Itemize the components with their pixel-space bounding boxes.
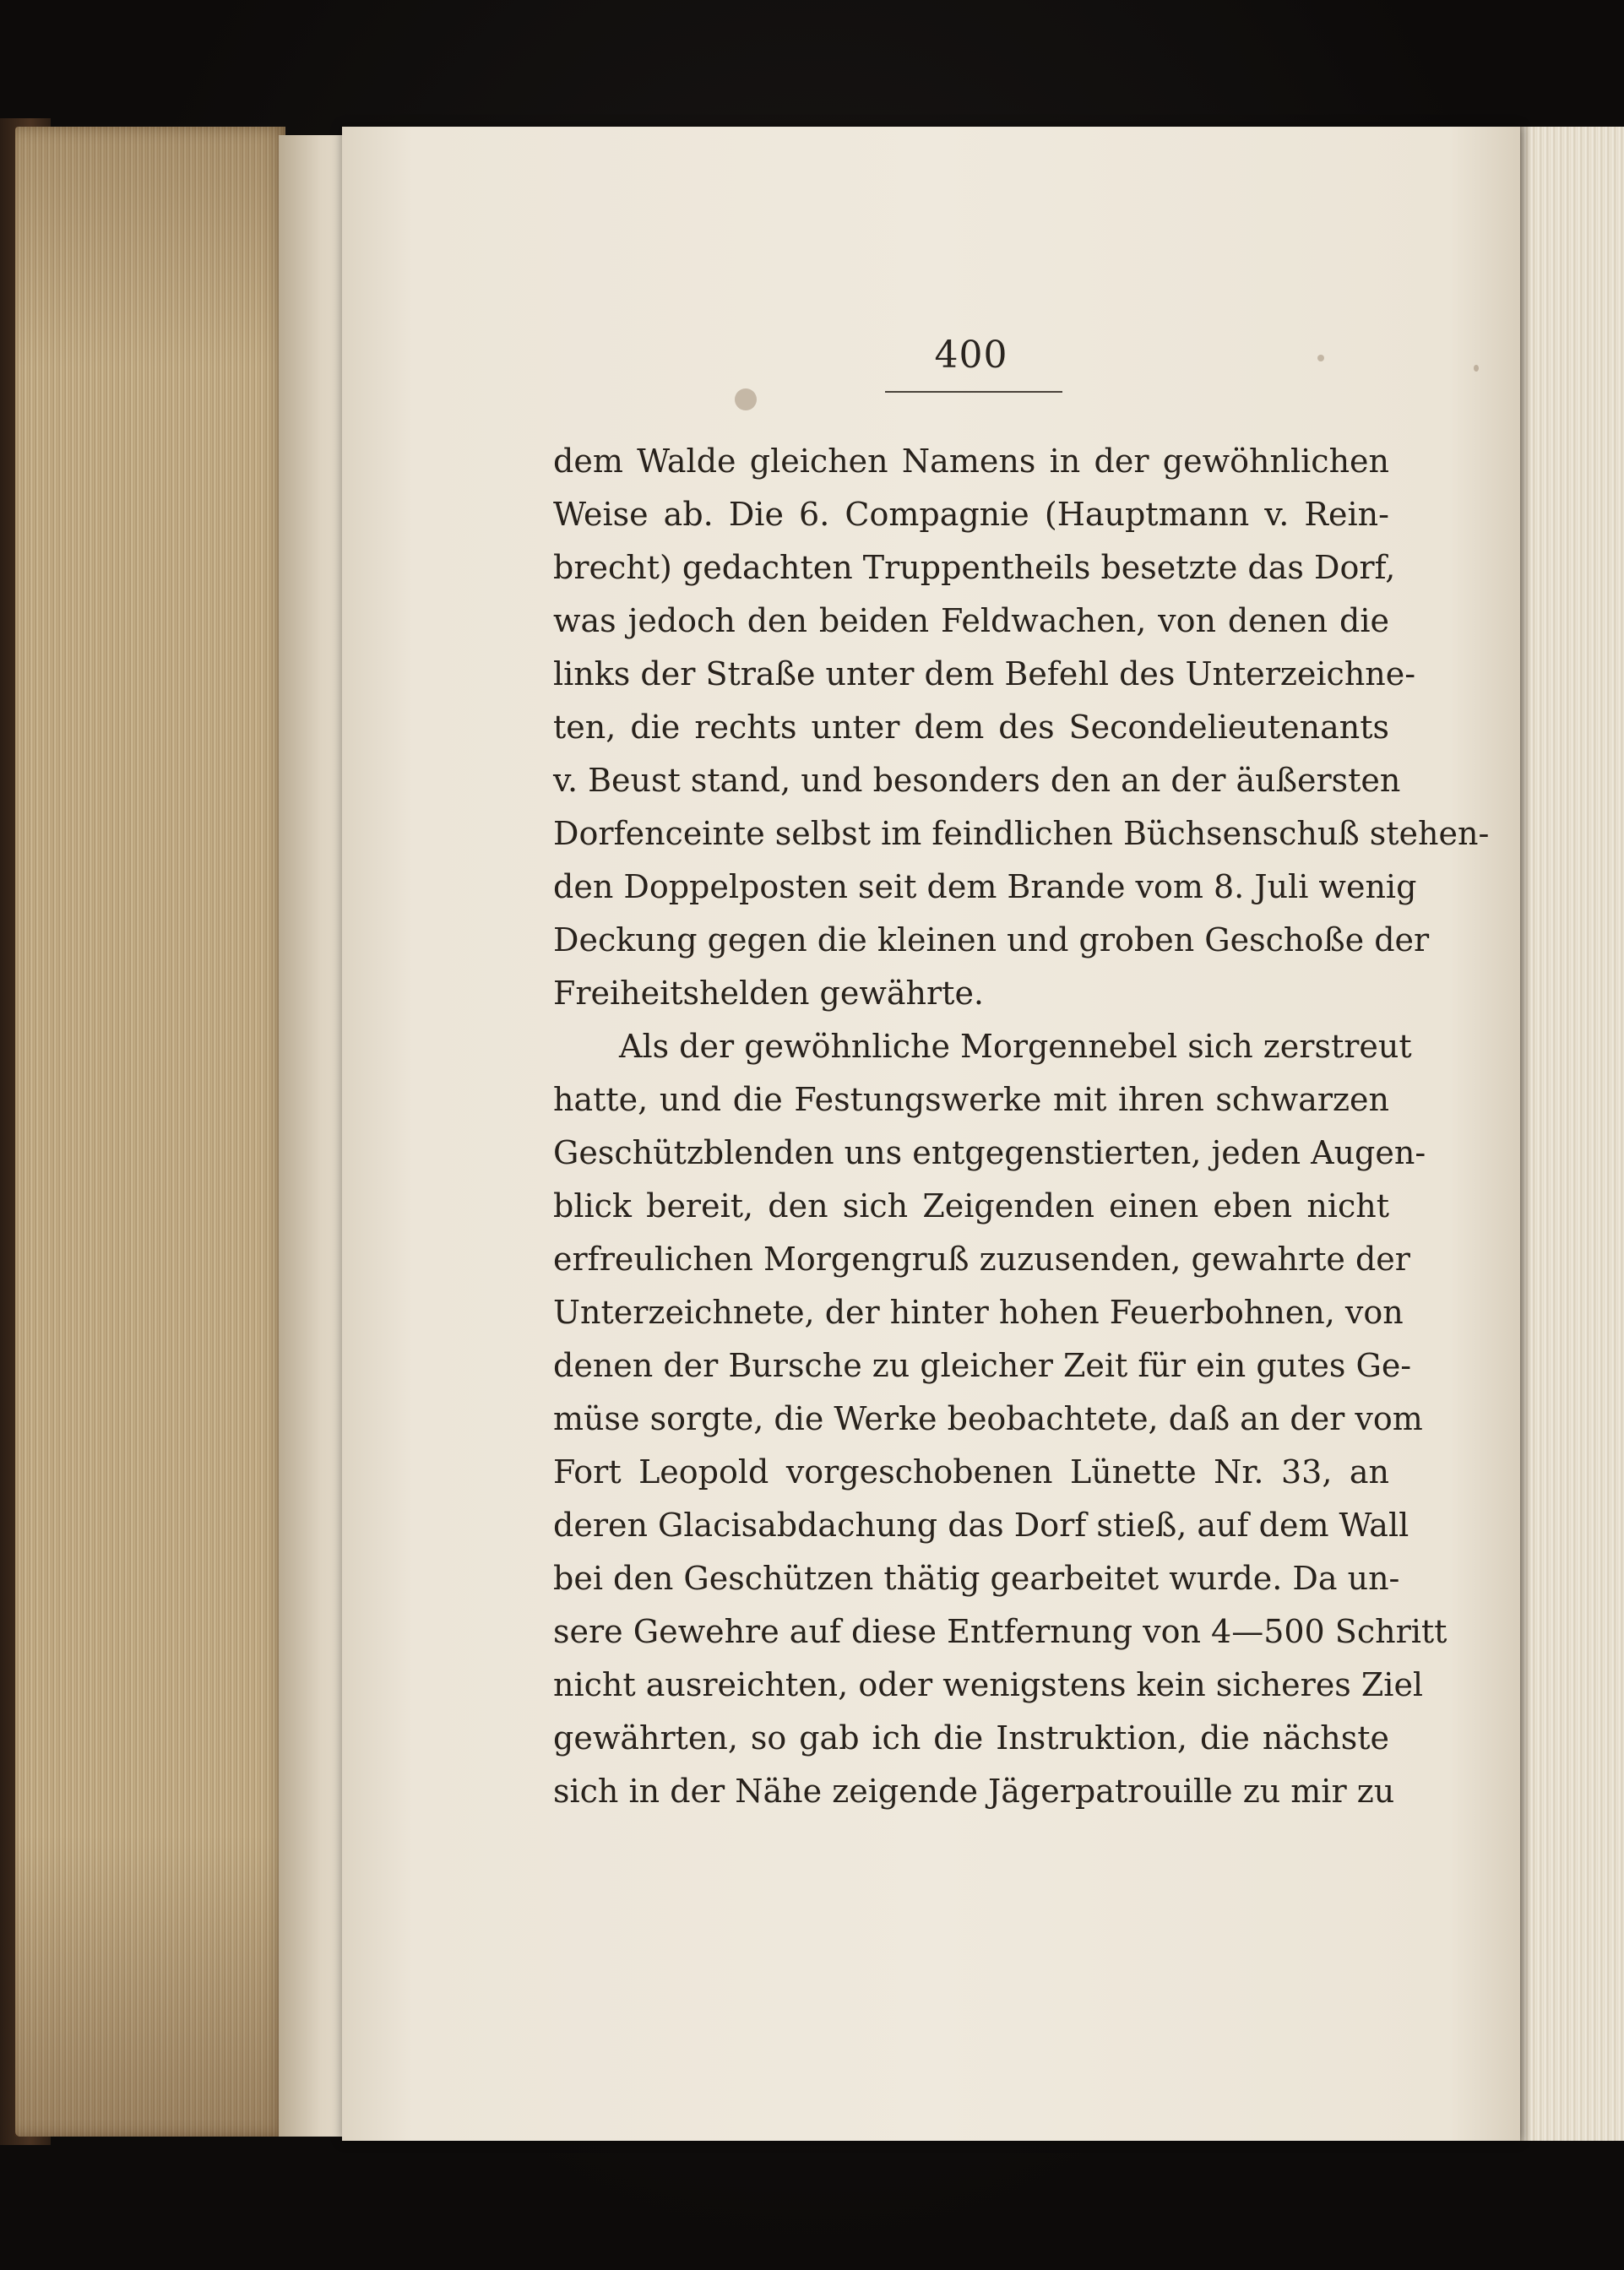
text-line: Deckung gegen die kleinen und groben Geschoße der (553, 921, 1430, 959)
text-line: den Doppelposten seit dem Brande vom 8. Juli wenig (553, 868, 1417, 905)
text-line: sere Gewehre auf diese Entfernung von 4—500 Schritt (553, 1613, 1447, 1650)
text-line: denen der Bursche zu gleicher Zeit für ein gutes Ge- (553, 1347, 1412, 1384)
text-line: bei den Geschützen thätig gearbeitet wurde. Da un- (553, 1560, 1400, 1597)
text-line: links der Straße unter dem Befehl des Unterzeichne- (553, 655, 1416, 692)
text-line: Unterzeichnete, der hinter hohen Feuerbohnen, von (553, 1294, 1404, 1331)
paper-speck (1474, 365, 1479, 372)
text-line: Weise ab. Die 6. Compagnie (Hauptmann v. Rein- (553, 496, 1389, 533)
text-line: Fort Leopold vorgeschobenen Lünette Nr. 33, an (553, 1453, 1389, 1491)
text-line: gewährten, so gab ich die Instruktion, die nächste (553, 1719, 1389, 1757)
text-line: sich in der Nähe zeigende Jägerpatrouille zu mir zu (553, 1773, 1395, 1810)
text-line: nicht ausreichten, oder wenigstens kein sicheres Ziel (553, 1666, 1424, 1703)
text-line: müse sorgte, die Werke beobachtete, daß an der vom (553, 1400, 1423, 1437)
text-line: erfreulichen Morgengruß zuzusenden, gewahrte der (553, 1241, 1410, 1278)
text-line: Geschützblenden uns entgegenstierten, jeden Augen- (553, 1134, 1426, 1171)
text-line: dem Walde gleichen Namens in der gewöhnlichen (553, 443, 1389, 480)
text-line: blick bereit, den sich Zeigenden einen eben nicht (553, 1187, 1389, 1225)
page-number: 400 (934, 334, 1008, 377)
text-line: Als der gewöhnliche Morgennebel sich zerstreut (619, 1028, 1412, 1065)
text-line: was jedoch den beiden Feldwachen, von denen die (553, 602, 1389, 639)
paper-stain (735, 388, 757, 410)
text-line: Dorfenceinte selbst im feindlichen Büchsenschuß stehen- (553, 815, 1490, 852)
text-line: brecht) gedachten Truppentheils besetzte das Dorf, (553, 549, 1396, 586)
text-line: hatte, und die Festungswerke mit ihren schwarzen (553, 1081, 1389, 1118)
text-line: ten, die rechts unter dem des Secondelieutenants (553, 709, 1389, 746)
text-line: Freiheitshelden gewährte. (553, 975, 985, 1012)
text-line: deren Glacisabdachung das Dorf stieß, auf dem Wall (553, 1507, 1409, 1544)
header-rule (885, 391, 1062, 393)
paper-speck (1317, 355, 1324, 361)
page-edges-left (15, 127, 285, 2137)
text-line: v. Beust stand, und besonders den an der äußersten (553, 762, 1401, 799)
body-text (553, 435, 1490, 1818)
page-edges-right (1516, 127, 1624, 2141)
